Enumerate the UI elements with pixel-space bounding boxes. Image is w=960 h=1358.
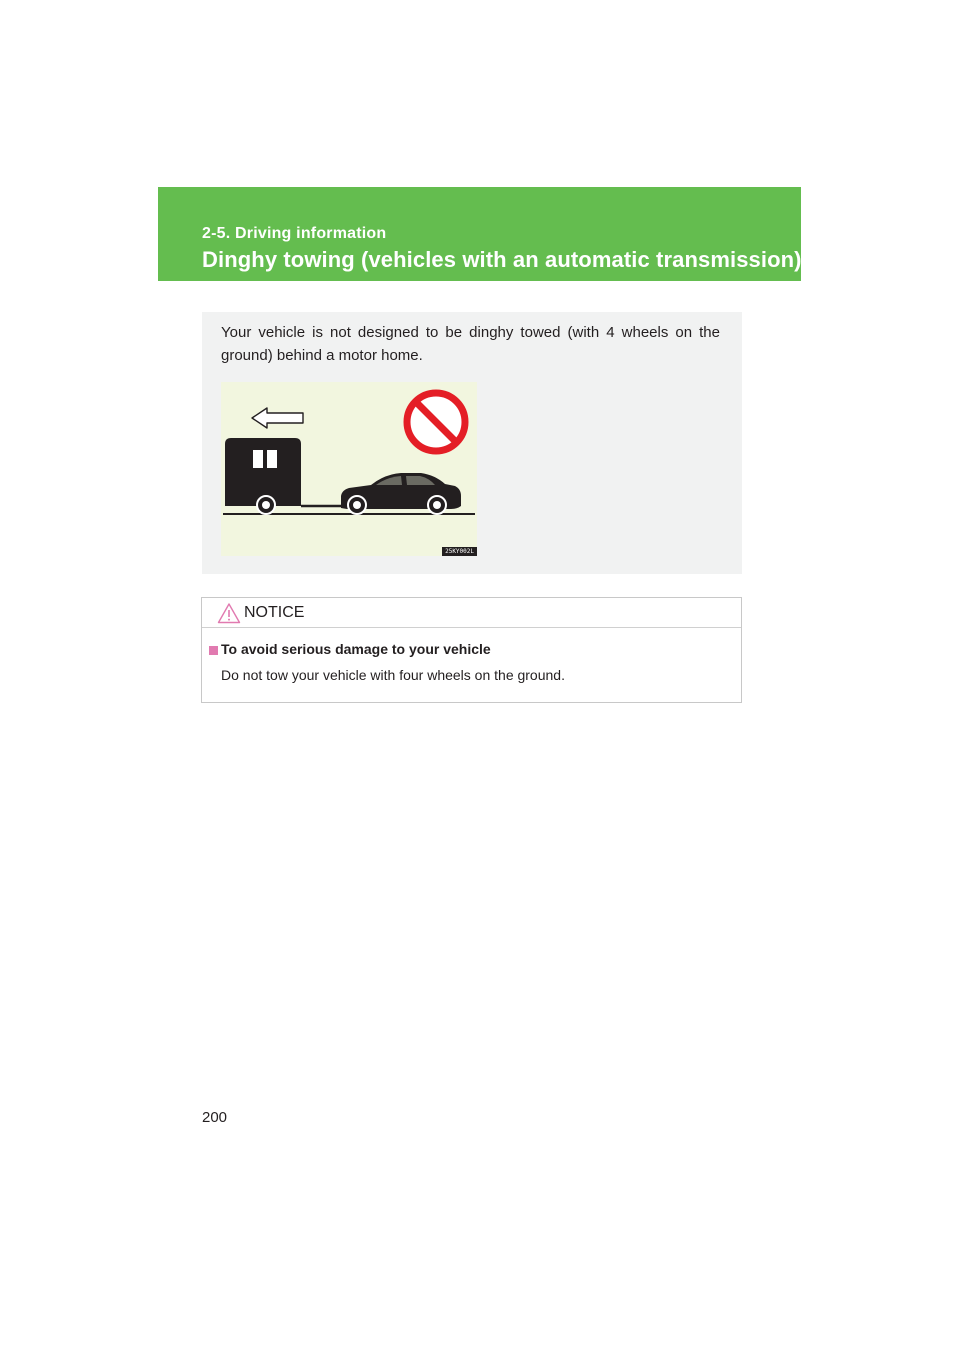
intro-panel — [202, 312, 742, 574]
prohibition-sign-icon — [407, 393, 465, 451]
page-number: 200 — [202, 1109, 228, 1126]
dinghy-towing-illustration — [221, 382, 477, 556]
notice-header — [202, 598, 741, 628]
notice-title: NOTICE — [244, 604, 305, 621]
towing-prohibited-diagram — [221, 382, 477, 556]
warning-triangle-icon — [217, 602, 241, 624]
motor-home-icon — [225, 438, 301, 514]
direction-arrow-icon — [252, 408, 303, 428]
notice-body: Do not tow your vehicle with four wheels on the ground. — [221, 667, 565, 683]
figure-id: 25KY002L — [442, 547, 477, 556]
page-title: Dinghy towing (vehicles with an automatic transmission) — [202, 247, 802, 272]
section-header-band — [158, 187, 801, 281]
bullet-square-icon — [209, 646, 218, 655]
notice-subheading: To avoid serious damage to your vehicle — [221, 641, 491, 657]
intro-text: Your vehicle is not designed to be dinghy towed (with 4 wheels on the ground) behind a motor home. — [221, 324, 720, 364]
section-label: 2-5. Driving information — [202, 225, 387, 242]
towed-car-icon — [341, 473, 461, 514]
notice-box — [201, 597, 742, 703]
